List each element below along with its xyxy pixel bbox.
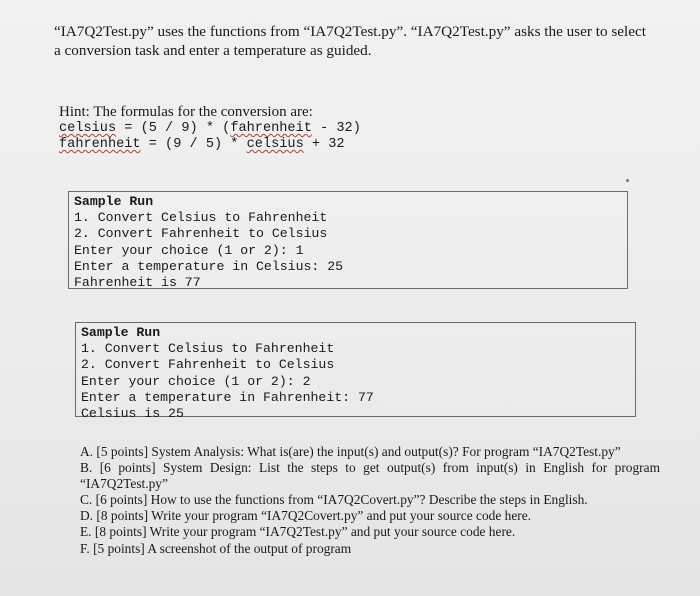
task-item-b: B. [6 points] System Design: List the steps to get output(s) from input(s) in English for program “IA7Q2Test.py” <box>80 460 660 492</box>
task-list <box>80 444 660 557</box>
intro-line-2: a conversion task and enter a temperature as guided. <box>54 42 372 59</box>
task-item-a: A. [5 points] System Analysis: What is(are) the input(s) and output(s)? For program “IA7Q2Test.py” <box>80 444 621 459</box>
decorative-dot <box>626 179 629 182</box>
celsius-formula <box>59 121 679 137</box>
sample-run-line: Enter your choice (1 or 2): 1 <box>74 242 304 258</box>
sample-run-line: 2. Convert Fahrenheit to Celsius <box>81 357 335 373</box>
intro-line-1: “IA7Q2Test.py” uses the functions from “IA7Q2Test.py”. “IA7Q2Test.py” asks the user to select <box>54 23 646 40</box>
celsius-expression-a: = (5 / 9) * ( <box>116 121 231 136</box>
task-item-c: C. [6 points] How to use the functions from “IA7Q2Covert.py”? Describe the steps in English. <box>80 492 588 508</box>
sample-run-line: Fahrenheit is 77 <box>74 275 201 291</box>
sample-run-line: Enter a temperature in Celsius: 25 <box>74 258 344 274</box>
sample-run-line: 1. Convert Celsius to Fahrenheit <box>81 341 335 357</box>
task-item-d: D. [8 points] Write your program “IA7Q2Covert.py” and put your source code here. <box>80 508 532 524</box>
fahrenheit-expression-b: + 32 <box>303 137 345 152</box>
task-item-e: E. [8 points] Write your program “IA7Q2Test.py” and put your source code here. <box>80 524 516 540</box>
sample-run-title: Sample Run <box>81 325 161 340</box>
sample-run-line: 1. Convert Celsius to Fahrenheit <box>74 210 328 226</box>
celsius-variable: celsius <box>59 121 117 136</box>
sample-run-line: Celsius is 25 <box>81 406 184 422</box>
fahrenheit-expression-a: = (9 / 5) * <box>140 137 247 152</box>
assignment-intro <box>54 22 690 60</box>
sample-run-line: Enter your choice (1 or 2): 2 <box>81 373 311 389</box>
sample-run-box-1 <box>68 191 628 289</box>
celsius-reference: celsius <box>246 137 304 152</box>
task-item-f: F. [5 points] A screenshot of the output of program <box>80 540 352 556</box>
sample-run-title: Sample Run <box>74 194 154 209</box>
celsius-expression-b: - 32) <box>311 121 361 136</box>
fahrenheit-reference: fahrenheit <box>230 121 312 136</box>
hint-heading: Hint: The formulas for the conversion are: <box>59 104 313 120</box>
sample-run-line: Enter a temperature in Fahrenheit: 77 <box>81 389 374 405</box>
sample-run-box-2 <box>75 322 636 422</box>
sample-run-line: 2. Convert Fahrenheit to Celsius <box>74 226 328 242</box>
hint-section <box>59 103 679 153</box>
fahrenheit-formula <box>59 137 679 153</box>
fahrenheit-variable: fahrenheit <box>59 137 141 152</box>
